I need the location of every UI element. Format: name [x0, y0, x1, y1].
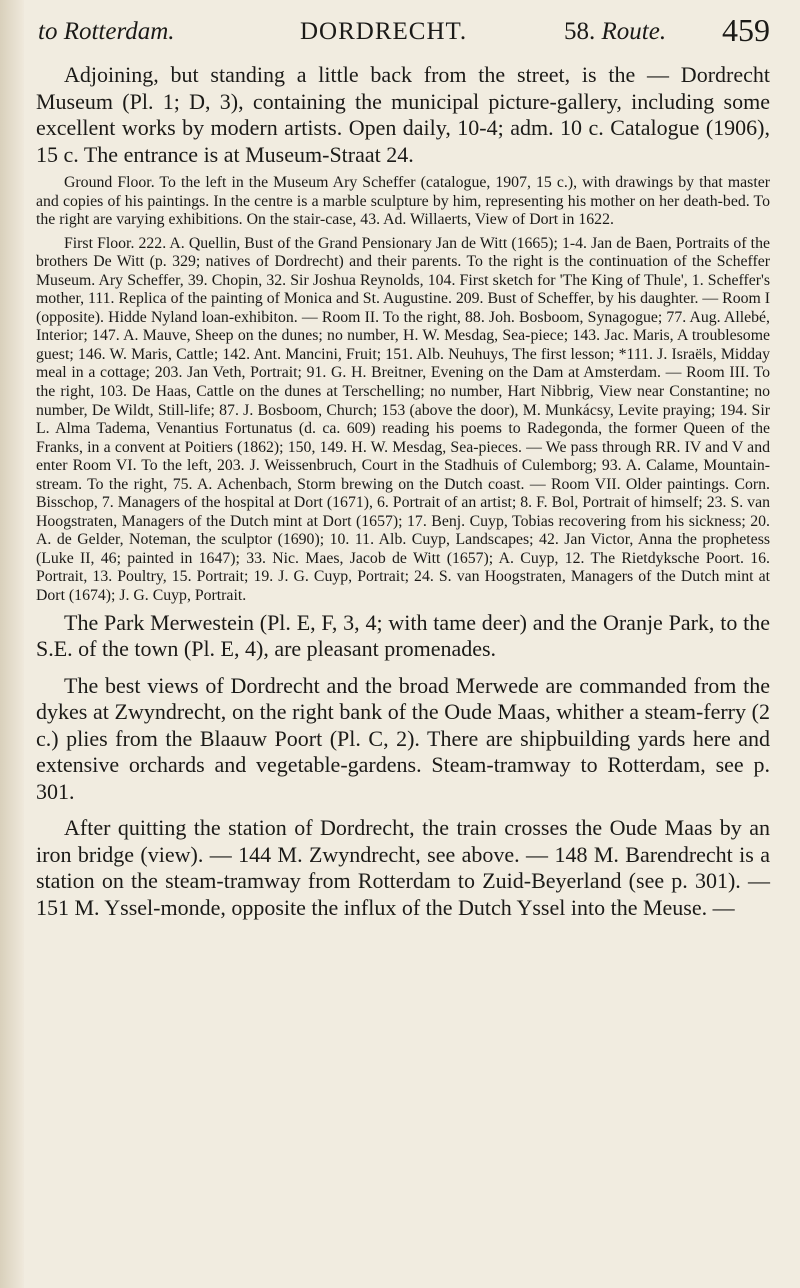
binding-shadow — [0, 0, 24, 1288]
page-number: 459 — [722, 12, 770, 48]
paragraph-first-floor: First Floor. 222. A. Quellin, Bust of the Grand Pensionary Jan de Witt (1665); 1-4. Jan de Baen, Portraits of the brothers De Witt (p. 329; natives of Dordrecht) and their parents. To the right is the continuation of the Scheffer Museum. Ary Scheffer, 39. Chopin, 32. Sir Joshua Reynolds, 104. First sketch for 'The King of Thule', 1. Scheffer's mother, 111. Replica of the painting of Monica and St. Augustine. 209. Bust of Scheffer, by his daughter. — Room I (opposite). Hidde Nyland loan-exhibiton. — Room II. To the right, 88. Joh. Bosboom, Synagogue; 77. Aug. Allebé, Interior; 147. A. Mauve, Sheep on the dunes; no number, H. W. Mesdag, Sea-piece; 143. Jac. Maris, A troublesome guest; 146. W. Maris, Cattle; 142. Ant. Mancini, Fruit; 151. Alb. Neuhuys, The first lesson; *111. J. Israëls, Midday meal in a cottage; 203. Jan Veth, Portrait; 91. G. H. Breitner, Evening on the Dam at Amsterdam. — Room III. To the right, 103. De Haas, Cattle on the dunes at Terschelling; no number, Hart Nibbrig, View near Constantine; no number, De Wildt, Still-life; 87. J. Bosboom, Church; 153 (above the door), M. Munkácsy, Levite praying; 194. Sir L. Alma Tadema, Venantius Fortunatus (d. ca. 609) reading his poems to Radegonda, the former Queen of the Franks, in a convent at Poitiers (1862); 150, 149. H. W. Mesdag, Sea-pieces. — We pass through RR. IV and V and enter Room VI. To the left, 203. J. Weissenbruch, Court in the Stadhuis of Culemborg; 93. A. Calame, Mountain-stream. To the right, 75. A. Achenbach, Storm brewing on the Dutch coast. — Room VII. Older paintings. Corn. Bisschop, 7. Managers of the hospital at Dort (1671), 6. Portrait of an artist; 8. F. Bol, Portrait of himself; 23. S. van Hoogstraten, Managers of the Dutch mint at Dort (1657); 17. Benj. Cuyp, Tobias recovering from his sickness; 20. A. de Gelder, Noteman, the sculptor (1690); 10. 11. Alb. Cuyp, Landscapes; 42. Jan Victor, Anna the prophetess (Luke II, 46; painted in 1647); 33. Nic. Maes, Jacob de Witt (1657); A. Cuyp, 12. The Rietdyksche Poort. 16. Portrait, 13. Poultry, 15. Portrait; 19. J. G. Cuyp, Portrait; 24. S. van Hoogstraten, Managers of the Dutch mint at Dort (1674); J. G. Cuyp, Portrait. — [36, 234, 770, 605]
paragraph-parks: The Park Merwestein (Pl. E, F, 3, 4; with tame deer) and the Oranje Park, to the S.E. of the town (Pl. E, 4), are pleasant promenades. — [36, 609, 770, 662]
header-left: to Rotterdam. — [38, 18, 175, 45]
header-center: DORDRECHT. — [300, 18, 468, 45]
header-route — [564, 18, 666, 46]
paragraph-views: The best views of Dordrecht and the broad Merwede are commanded from the dykes at Zwyndrecht, on the right bank of the Oude Maas, whither a steam-ferry (2 c.) plies from the Blaauw Poort (Pl. C, 2). There are shipbuilding yards here and extensive orchards and vegetable-gardens. Steam-tramway to Rotterdam, see p. 301. — [36, 672, 770, 804]
page-body — [36, 62, 770, 921]
route-number: 58. — [564, 18, 602, 45]
running-header — [36, 10, 770, 58]
paragraph-ground-floor: Ground Floor. To the left in the Museum Ary Scheffer (catalogue, 1907, 15 c.), with drawings by that master and copies of his paintings. In the centre is a marble sculpture by him, representing his mother on her death-bed. To the right are varying exhibitions. On the stair-case, 43. Ad. Willaerts, View of Dort in 1622. — [36, 174, 770, 229]
paragraph-route: After quitting the station of Dordrecht, the train crosses the Oude Maas by an iron bridge (view). — 144 M. Zwyndrecht, see above. — 148 M. Barendrecht is a station on the steam-tramway from Rotterdam to Zuid-Beyerland (see p. 301). — 151 M. Yssel-monde, opposite the influx of the Dutch Yssel into the Meuse. — — [36, 815, 770, 920]
paragraph-museum-intro: Adjoining, but standing a little back from the street, is the — Dordrecht Museum (Pl. 1; D, 3), containing the municipal picture-gallery, including some excellent works by modern artists. Open daily, 10-4; adm. 10 c. Catalogue (1906), 15 c. The entrance is at Museum-Straat 24. — [36, 62, 770, 167]
route-word: Route. — [601, 18, 667, 45]
